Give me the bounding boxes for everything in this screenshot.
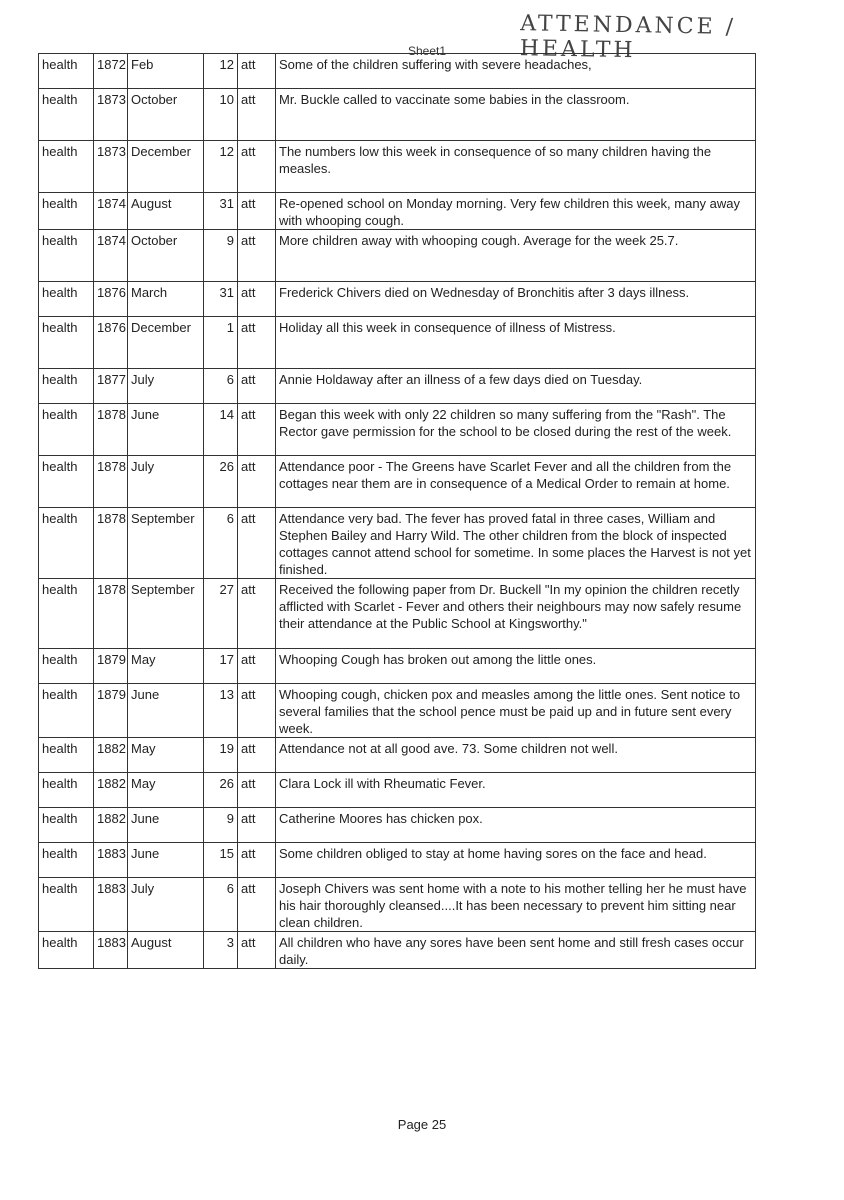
page-number: Page 25 — [397, 1117, 447, 1132]
row-year: 1876 — [94, 282, 128, 317]
row-day: 13 — [204, 684, 238, 738]
row-type: att — [238, 193, 276, 230]
row-month: July — [128, 369, 204, 404]
row-year: 1874 — [94, 193, 128, 230]
row-entry-text: Frederick Chivers died on Wednesday of Bronchitis after 3 days illness. — [276, 282, 756, 317]
row-category: health — [39, 808, 94, 843]
table-row — [39, 649, 756, 684]
row-month: July — [128, 878, 204, 932]
row-category: health — [39, 508, 94, 579]
row-category: health — [39, 684, 94, 738]
row-day: 26 — [204, 773, 238, 808]
row-month: Feb — [128, 54, 204, 89]
row-category: health — [39, 579, 94, 649]
row-year: 1883 — [94, 878, 128, 932]
table-row — [39, 54, 756, 89]
row-category: health — [39, 317, 94, 369]
row-entry-text: All children who have any sores have been sent home and still fresh cases occur daily. — [276, 932, 756, 969]
row-day: 6 — [204, 878, 238, 932]
row-year: 1874 — [94, 230, 128, 282]
table-row — [39, 773, 756, 808]
row-month: September — [128, 579, 204, 649]
row-year: 1879 — [94, 649, 128, 684]
row-entry-text: Attendance very bad. The fever has proved fatal in three cases, William and Stephen Bailey and Harry Wild. The other children from the block of inspected cottages cannot attend school for sometime. In some places the Harvest is not yet finished. — [276, 508, 756, 579]
row-year: 1883 — [94, 932, 128, 969]
row-category: health — [39, 282, 94, 317]
row-type: att — [238, 54, 276, 89]
row-year: 1873 — [94, 141, 128, 193]
table-row — [39, 738, 756, 773]
row-month: July — [128, 456, 204, 508]
row-year: 1877 — [94, 369, 128, 404]
sheet-title: Sheet1 — [408, 44, 447, 58]
row-entry-text: Attendance poor - The Greens have Scarlet Fever and all the children from the cottages near them are in consequence of a Medical Order to remain at home. — [276, 456, 756, 508]
row-entry-text: Re-opened school on Monday morning. Very few children this week, many away with whooping cough. — [276, 193, 756, 230]
table-row — [39, 843, 756, 878]
row-day: 31 — [204, 282, 238, 317]
row-entry-text: Holiday all this week in consequence of illness of Mistress. — [276, 317, 756, 369]
row-type: att — [238, 282, 276, 317]
row-type: att — [238, 317, 276, 369]
row-year: 1876 — [94, 317, 128, 369]
row-day: 27 — [204, 579, 238, 649]
row-type: att — [238, 404, 276, 456]
row-day: 1 — [204, 317, 238, 369]
row-type: att — [238, 141, 276, 193]
row-type: att — [238, 773, 276, 808]
row-category: health — [39, 54, 94, 89]
table-row — [39, 141, 756, 193]
row-month: June — [128, 843, 204, 878]
row-day: 6 — [204, 508, 238, 579]
table-row — [39, 89, 756, 141]
row-month: September — [128, 508, 204, 579]
handwritten-heading: ATTENDANCE / HEALTH — [519, 11, 737, 64]
row-type: att — [238, 878, 276, 932]
table-row — [39, 230, 756, 282]
row-day: 14 — [204, 404, 238, 456]
row-day: 31 — [204, 193, 238, 230]
row-type: att — [238, 456, 276, 508]
row-month: May — [128, 649, 204, 684]
row-category: health — [39, 230, 94, 282]
row-entry-text: Some children obliged to stay at home having sores on the face and head. — [276, 843, 756, 878]
row-type: att — [238, 89, 276, 141]
row-type: att — [238, 508, 276, 579]
row-year: 1882 — [94, 808, 128, 843]
row-entry-text: Began this week with only 22 children so many suffering from the "Rash". The Rector gave permission for the school to be closed during the rest of the week. — [276, 404, 756, 456]
row-category: health — [39, 738, 94, 773]
table-row — [39, 456, 756, 508]
row-category: health — [39, 878, 94, 932]
row-category: health — [39, 773, 94, 808]
row-year: 1878 — [94, 579, 128, 649]
row-entry-text: Clara Lock ill with Rheumatic Fever. — [276, 773, 756, 808]
table-row — [39, 404, 756, 456]
row-type: att — [238, 684, 276, 738]
table-row — [39, 579, 756, 649]
row-month: May — [128, 738, 204, 773]
row-year: 1878 — [94, 508, 128, 579]
row-category: health — [39, 141, 94, 193]
row-type: att — [238, 843, 276, 878]
row-month: December — [128, 317, 204, 369]
row-year: 1878 — [94, 404, 128, 456]
row-entry-text: More children away with whooping cough. Average for the week 25.7. — [276, 230, 756, 282]
row-month: August — [128, 932, 204, 969]
row-category: health — [39, 932, 94, 969]
row-year: 1882 — [94, 738, 128, 773]
table-row — [39, 932, 756, 969]
table-row — [39, 282, 756, 317]
row-entry-text: Some of the children suffering with severe headaches, — [276, 54, 756, 89]
row-year: 1882 — [94, 773, 128, 808]
row-day: 15 — [204, 843, 238, 878]
row-day: 19 — [204, 738, 238, 773]
row-month: December — [128, 141, 204, 193]
row-entry-text: Mr. Buckle called to vaccinate some babies in the classroom. — [276, 89, 756, 141]
row-category: health — [39, 193, 94, 230]
logbook-table — [38, 53, 756, 969]
row-day: 26 — [204, 456, 238, 508]
row-year: 1878 — [94, 456, 128, 508]
row-year: 1872 — [94, 54, 128, 89]
row-day: 17 — [204, 649, 238, 684]
table-row — [39, 508, 756, 579]
row-type: att — [238, 738, 276, 773]
row-category: health — [39, 649, 94, 684]
row-category: health — [39, 89, 94, 141]
row-year: 1879 — [94, 684, 128, 738]
row-year: 1883 — [94, 843, 128, 878]
row-day: 6 — [204, 369, 238, 404]
table-row — [39, 193, 756, 230]
row-month: June — [128, 684, 204, 738]
row-entry-text: Catherine Moores has chicken pox. — [276, 808, 756, 843]
table-row — [39, 878, 756, 932]
table-row — [39, 369, 756, 404]
row-type: att — [238, 649, 276, 684]
row-year: 1873 — [94, 89, 128, 141]
row-type: att — [238, 230, 276, 282]
row-month: June — [128, 404, 204, 456]
row-entry-text: Whooping Cough has broken out among the little ones. — [276, 649, 756, 684]
row-category: health — [39, 456, 94, 508]
row-month: October — [128, 230, 204, 282]
table-row — [39, 317, 756, 369]
row-entry-text: Received the following paper from Dr. Buckell "In my opinion the children recetly afflicted with Scarlet - Fever and others their neighbours may now safely resume their attendance at the Public School at Kingsworthy." — [276, 579, 756, 649]
row-category: health — [39, 404, 94, 456]
row-month: August — [128, 193, 204, 230]
table-row — [39, 808, 756, 843]
row-entry-text: The numbers low this week in consequence of so many children having the measles. — [276, 141, 756, 193]
row-day: 9 — [204, 808, 238, 843]
row-month: March — [128, 282, 204, 317]
row-month: October — [128, 89, 204, 141]
row-type: att — [238, 369, 276, 404]
row-month: May — [128, 773, 204, 808]
row-day: 3 — [204, 932, 238, 969]
row-type: att — [238, 808, 276, 843]
row-day: 12 — [204, 54, 238, 89]
row-day: 12 — [204, 141, 238, 193]
row-category: health — [39, 843, 94, 878]
table-row — [39, 684, 756, 738]
logbook-table-body — [39, 54, 756, 969]
row-entry-text: Joseph Chivers was sent home with a note to his mother telling her he must have his hair thoroughly cleansed....It has been necessary to prevent him sitting near clean children. — [276, 878, 756, 932]
row-entry-text: Attendance not at all good ave. 73. Some children not well. — [276, 738, 756, 773]
row-day: 9 — [204, 230, 238, 282]
row-type: att — [238, 579, 276, 649]
row-type: att — [238, 932, 276, 969]
row-month: June — [128, 808, 204, 843]
row-category: health — [39, 369, 94, 404]
row-entry-text: Whooping cough, chicken pox and measles among the little ones. Sent notice to several families that the school pence must be paid up and in future sent every week. — [276, 684, 756, 738]
row-day: 10 — [204, 89, 238, 141]
row-entry-text: Annie Holdaway after an illness of a few days died on Tuesday. — [276, 369, 756, 404]
